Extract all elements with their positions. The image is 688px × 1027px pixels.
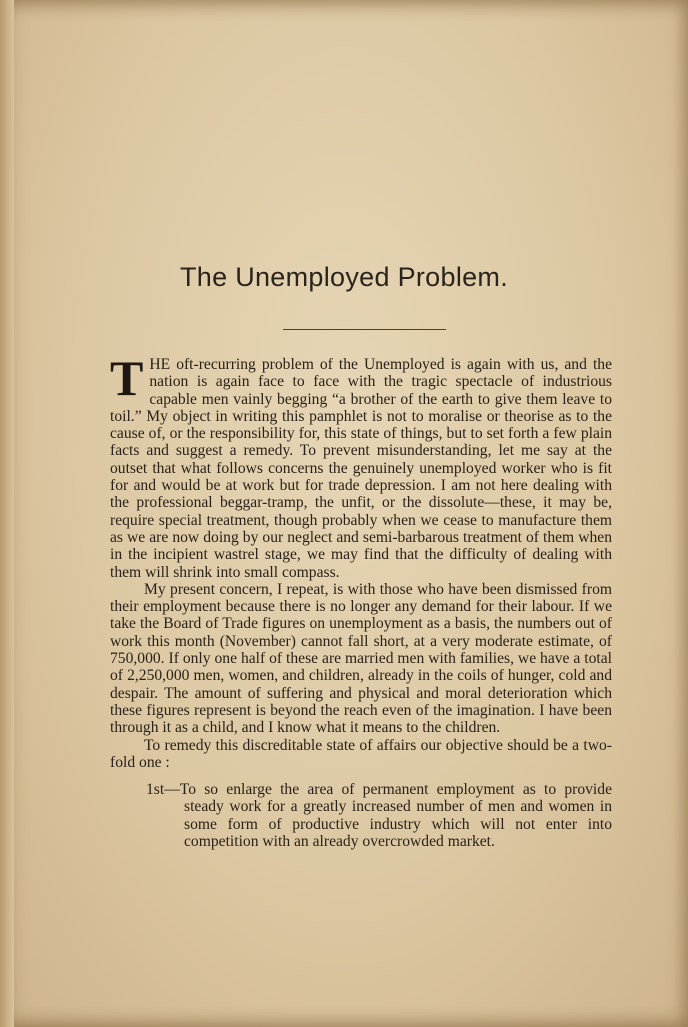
list-item-1: 1st—To so enlarge the area of permanent employment as to provide steady work for a greatly increased number of men and women in some form of productive industry which will not enter into competition with an already overcrowded market.: [146, 781, 612, 851]
paragraph-1-text: oft-recurring problem of the Unemployed is again with us, and the nation is again face to face with the tragic spectacle of industrious capable men vainly begging “a brother of the earth to give them leave to toil.” My object in writing this pamphlet is not to moralise or theorise as to the cause of, or the responsibility for, this state of things, but to set forth a few plain facts and suggest a remedy. To prevent misunderstanding, let me say at the outset that what follows concerns the genuinely unemployed worker who is fit for and would be at work but for trade depression. I am not here dealing with the professional beggar-tramp, the unfit, or the dissolute—these, it may be, require special treatment, though probably when we cease to manufacture them as we are now doing by our neglect and semi-barbarous treatment of them when in the incipient wastrel stage, we may find that the difficulty of dealing with them will shrink into small compass.: [110, 356, 612, 581]
page-title: The Unemployed Problem.: [179, 262, 509, 292]
paragraph-2: My present concern, I repeat, is with those who have been dismissed from their employment because there is no longer any demand for their labour. If we take the Board of Trade figures on unemployment as a basis, the numbers out of work this month (November) cannot fall short, at a very moderate estimate, of 750,000. If only one half of these are married men with families, we have a total of 2,250,000 men, women, and children, already in the coils of hunger, cold and despair. The amount of suffering and physical and moral deterioration which these figures represent is beyond the reach even of the imagination. I have been through it as a child, and I know what it means to the children.: [110, 580, 612, 737]
drop-cap: T: [110, 350, 144, 406]
paragraph-1: [110, 350, 612, 581]
title-divider: [283, 329, 446, 330]
paragraph-1-first-word: HE: [149, 356, 171, 373]
body-text: [110, 350, 612, 851]
page-spine-edge: [0, 0, 14, 1027]
paragraph-3: To remedy this discreditable state of affairs our objective should be a two-fold one :: [110, 736, 612, 771]
